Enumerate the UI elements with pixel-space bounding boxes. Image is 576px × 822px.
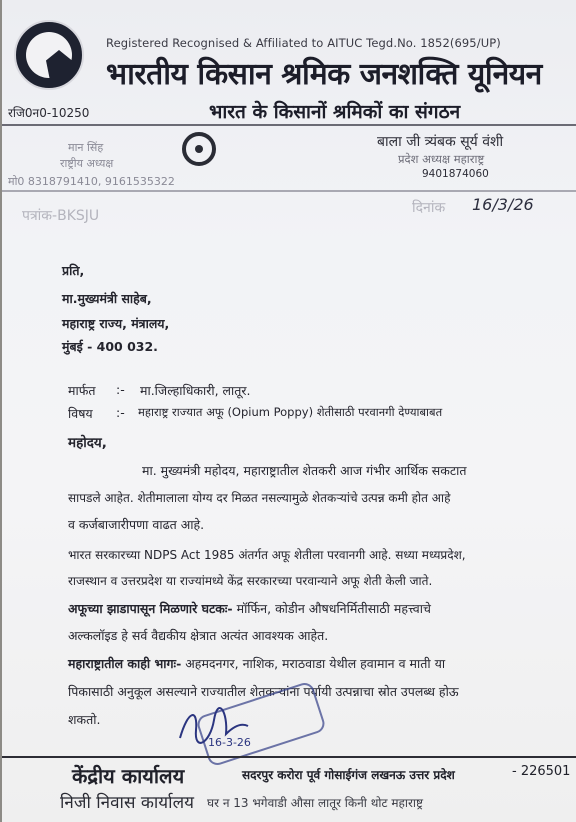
president-mobile: मो0 8318791410, 9161535322	[8, 175, 175, 188]
residence-office-label: निजी निवास कार्यालय	[60, 793, 194, 813]
state-president-mobile: 9401874060	[422, 168, 489, 180]
wheel-emblem-icon	[182, 132, 216, 166]
registration-number: रजि0न0-10250	[8, 106, 90, 120]
date-label: दिनांक	[412, 200, 446, 216]
union-logo-icon	[14, 20, 84, 90]
salutation: महोदय,	[68, 435, 107, 451]
header-divider	[2, 124, 576, 126]
subject-value: महाराष्ट्र राज्यात अफू (Opium Poppy) शेतीसाठी परवानगी देण्याबाबत	[138, 405, 443, 419]
organization-name: भारतीय किसान श्रमिक जनशक्ति यूनियन	[106, 57, 542, 92]
president-name: मान सिंह	[68, 141, 104, 154]
footer-divider	[2, 756, 576, 758]
to-line-4: मुंबई - 400 032.	[62, 339, 158, 354]
central-office-label: केंद्रीय कार्यालय	[72, 764, 185, 788]
residence-office-address: घर न 13 भगेवाडी औसा लातूर किनी थोट महाराष्ट्र	[207, 796, 424, 810]
reference-number: पत्रांक-BKSJU	[22, 208, 100, 224]
para4-line3: शकतो.	[68, 712, 101, 727]
via-value: मा.जिल्हाधिकारी, लातूर.	[140, 383, 251, 398]
subject-label: विषय	[68, 406, 93, 421]
central-office-pin: - 226501	[512, 764, 571, 779]
subject-separator: :-	[116, 405, 125, 420]
via-separator: :-	[116, 382, 125, 397]
registration-line: Registered Recognised & Affiliated to AITUC Tegd.No. 1852(695/UP)	[106, 36, 501, 50]
contact-divider	[2, 190, 576, 192]
letter-sheet	[2, 0, 576, 822]
organization-tagline: भारत के किसानों श्रमिकों का संगठन	[209, 101, 461, 123]
para1-line1: मा. मुख्यमंत्री महोदय, महाराष्ट्रातील शेतकरी आज गंभीर आर्थिक सकटात	[142, 463, 467, 478]
para2-line2: राजस्थान व उत्तरप्रदेश या राज्यांमध्ये केंद्र सरकारच्या परवान्याने अफू शेती केली जाते.	[68, 574, 433, 588]
signature-date: 16-3-26	[208, 736, 251, 749]
para4-heading: महाराष्ट्रातील काही भागः-	[68, 656, 182, 671]
to-line-3: महाराष्ट्र राज्य, मंत्रालय,	[62, 316, 170, 331]
to-line-1: प्रति,	[62, 263, 85, 278]
para4-line2: पिकासाठी अनुकूल असल्याने राज्यातील शेतकऱ्यांना पर्यायी उत्पन्नाचा स्रोत उपलब्ध होऊ	[68, 684, 459, 699]
central-office-address: सदरपुर करोरा पूर्व गोसाईगंज लखनऊ उत्तर प्रदेश	[242, 768, 455, 782]
para3-heading: अफूच्या झाडापासून मिळणारे घटकः-	[68, 601, 233, 616]
to-line-2: मा.मुख्यमंत्री साहेब,	[62, 291, 152, 306]
date-value: 16/3/26	[472, 195, 534, 214]
para3-line1	[68, 600, 431, 617]
para4-line1	[68, 655, 445, 672]
signature-icon	[174, 700, 284, 750]
para1-line3: व कर्जबाजारीपणा वाढत आहे.	[68, 517, 205, 532]
para4-text: अहमदनगर, नाशिक, मराठवाडा येथील हवामान व माती या	[181, 656, 446, 671]
para2-line1: भारत सरकारच्या NDPS Act 1985 अंतर्गत अफू शेतीला परवानगी आहे. सध्या मध्यप्रदेश,	[68, 548, 466, 562]
president-title: राष्ट्रीय अध्यक्ष	[60, 157, 114, 170]
para3-line2: अल्कलॉइड हे सर्व वैद्यकीय क्षेत्रात अत्यंत आवश्यक आहेत.	[68, 628, 329, 643]
via-label: मार्फत	[68, 383, 96, 398]
para3-text: मॉर्फिन, कोडीन औषधनिर्मितीसाठी महत्त्वाचे	[232, 601, 431, 616]
state-president-title: प्रदेश अध्यक्ष महाराष्ट्र	[398, 152, 485, 166]
state-president-name: बाला जी त्र्यंबक सूर्य वंशी	[377, 134, 504, 150]
para1-line2: सापडले आहेत. शेतीमालाला योग्य दर मिळत नसल्यामुळे शेतकऱ्यांचे उत्पन्न कमी होत आहे	[68, 491, 451, 505]
